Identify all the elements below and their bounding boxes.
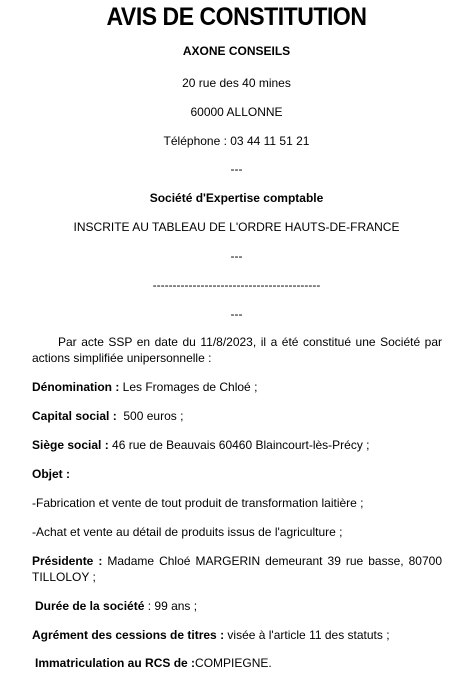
firm-phone: Téléphone : 03 44 11 51 21 [163,134,310,148]
field-value: COMPIEGNE. [195,656,272,670]
notice-title: AVIS DE CONSTITUTION [106,3,367,31]
firm-address-line2: 60000 ALLONNE [190,105,283,119]
separator-short-1: --- [230,162,243,176]
separator-short-2: --- [230,249,243,263]
field-presidente [32,553,442,585]
field-label: Siège social : [32,438,109,452]
intro-paragraph: Par acte SSP en date du 11/8/2023, il a été constitué une Société par actions simplifiée unipersonnelle : [32,335,442,365]
field-objet-label: Objet : [32,467,70,481]
field-label: Capital social : [32,409,117,423]
separator-long: ------------------------------------------ [152,278,321,292]
field-value: visée à l'article 11 des statuts ; [224,628,390,642]
field-value: : 99 ans ; [144,599,198,613]
field-value: Les Fromages de Chloé ; [119,380,258,394]
separator-short-3: --- [230,307,243,321]
firm-registry: INSCRITE AU TABLEAU DE L'ORDRE HAUTS-DE-FRANCE [73,220,400,234]
firm-name: AXONE CONSEILS [182,44,291,58]
field-label: Agrément des cessions de titres : [32,628,225,642]
field-duree [35,599,197,613]
firm-address-line1: 20 rue des 40 mines [182,76,291,90]
field-denomination [32,380,257,394]
firm-type: Société d'Expertise comptable [149,191,324,205]
field-siege [32,438,370,452]
field-label: Immatriculation au RCS de : [35,656,196,670]
field-capital [32,409,183,423]
field-agrement [32,628,390,642]
objet-item-1: -Fabrication et vente de tout produit de transformation laitière ; [32,496,364,510]
field-label: Dénomination : [32,380,120,394]
field-value: 46 rue de Beauvais 60460 Blaincourt-lès-Précy ; [108,438,370,452]
field-label: Présidente : [32,554,103,568]
field-label: Durée de la société [35,599,145,613]
field-immatriculation [35,656,272,670]
field-value: 500 euros ; [116,409,184,423]
objet-item-2: -Achat et vente au détail de produits issus de l'agriculture ; [32,525,343,539]
field-value: Madame Chloé MARGERIN demeurant 39 rue basse, 80700 TILLOLOY ; [32,554,442,584]
